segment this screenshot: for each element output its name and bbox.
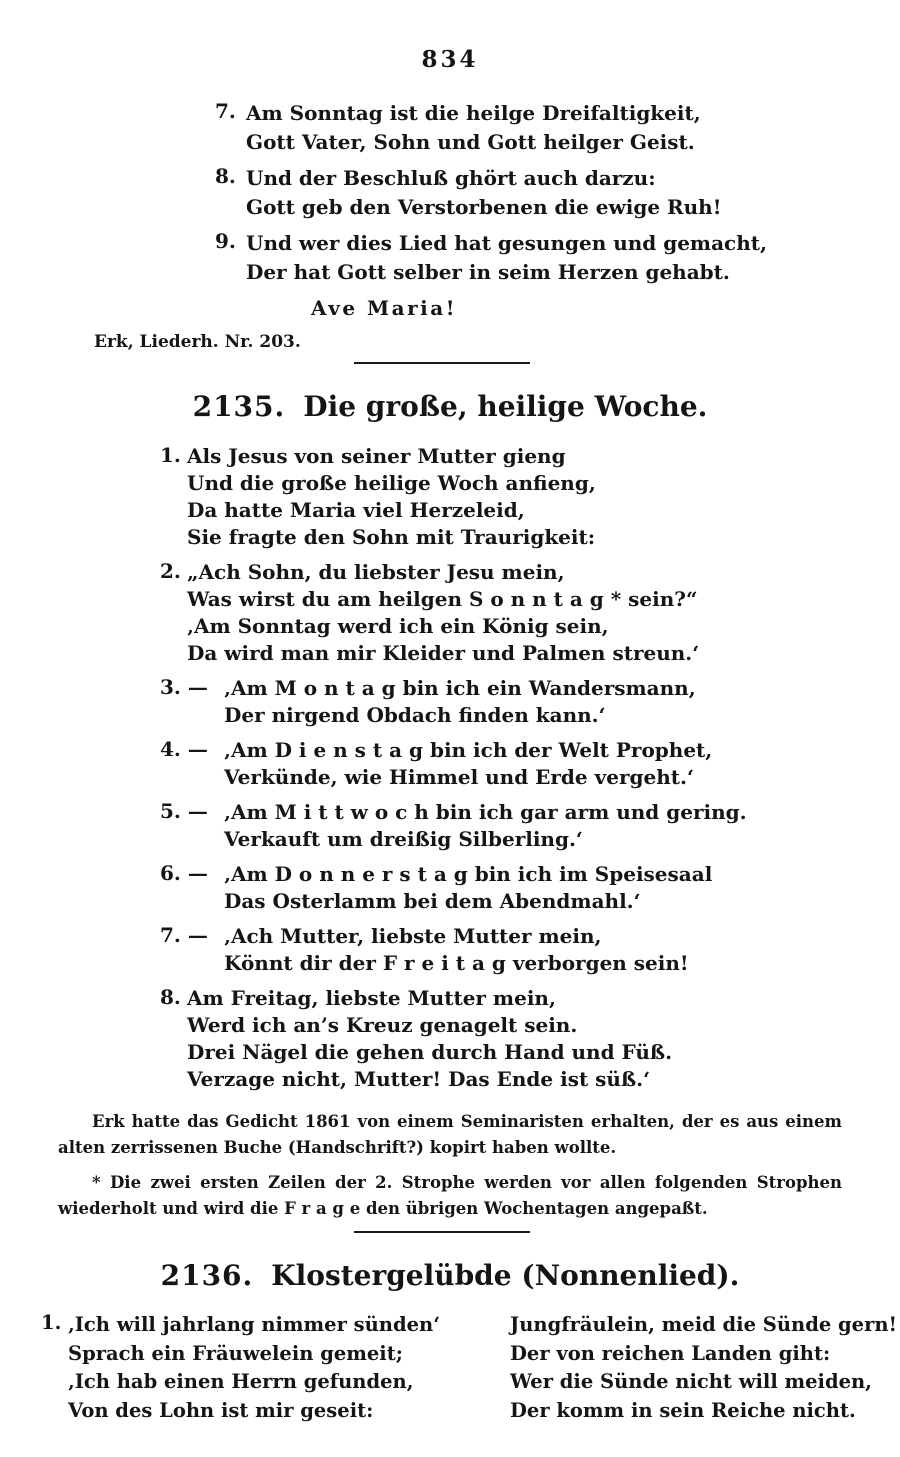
verse-line: „Ach Sohn, du liebster Jesu mein,: [187, 560, 565, 584]
page-number: 834: [421, 46, 479, 73]
song-2136-name: Klostergelübde (Nonnenlied).: [271, 1259, 740, 1292]
verse-line: ‚Ich will jahrlang nimmer sünden‘: [68, 1313, 440, 1336]
verse-line: Sie fragte den Sohn mit Traurigkeit:: [187, 525, 596, 549]
song-2134-ending: [215, 99, 900, 322]
song-2136-title: [0, 1259, 900, 1293]
verse-number: 4. —: [160, 737, 208, 761]
verse: [215, 229, 900, 287]
verse-line: ‚Am M o n t a g bin ich ein Wandersmann,: [224, 676, 696, 700]
verse: [160, 861, 900, 915]
verse-line: Da wird man mir Kleider und Palmen streun.‘: [187, 641, 700, 665]
verse-line: ‚Am D i e n s t a g bin ich der Welt Prophet,: [224, 738, 713, 762]
verse-line: Und die große heilige Woch anfieng,: [187, 471, 596, 495]
verse-line: Wer die Sünde nicht will meiden,: [510, 1370, 872, 1393]
verse-line: Von des Lohn ist mir geseit:: [68, 1398, 374, 1422]
verse-line: ‚Ach Mutter, liebste Mutter mein,: [224, 924, 602, 948]
verse-line: Das Osterlamm bei dem Abendmahl.‘: [224, 889, 641, 913]
verse-line: Drei Nägel die gehen durch Hand und Füß.: [187, 1040, 673, 1064]
verse-number: 7.: [215, 99, 236, 123]
verse-line: Der komm in sein Reiche nicht.: [510, 1398, 856, 1422]
verse-line: Sprach ein Fräuwelein gemeit;: [68, 1341, 403, 1365]
verse-line: Gott geb den Verstorbenen die ewige Ruh!: [246, 195, 722, 219]
verse-line: Werd ich an’s Kreuz genagelt sein.: [187, 1013, 578, 1037]
verse-line: Und der Beschluß ghört auch darzu:: [246, 166, 656, 190]
verse-line: Verkauft um dreißig Silberling.‘: [224, 827, 583, 851]
verse-line: ‚Am Sonntag werd ich ein König sein,: [187, 614, 609, 638]
verse-line: Gott Vater, Sohn und Gott heilger Geist.: [246, 130, 695, 154]
song-2135-title: [0, 390, 900, 424]
footnote-source-note: Erk hatte das Gedicht 1861 von einem Seminaristen erhalten, der es aus einem alten zerrissenen Buche (Handschrift?) kopirt haben wollte.: [58, 1112, 842, 1157]
verse-line: Am Freitag, liebste Mutter mein,: [187, 986, 556, 1010]
verse-line: Könnt dir der F r e i t a g verborgen sein!: [224, 951, 689, 975]
verse: [160, 799, 900, 853]
source-reference: Erk, Liederh. Nr. 203.: [94, 332, 301, 352]
verse-number: 6. —: [160, 861, 208, 885]
verse-line: Der von reichen Landen giht:: [510, 1341, 831, 1365]
song-2136-verse: [0, 1311, 900, 1425]
verse: [160, 559, 900, 667]
verse-line: ‚Ich hab einen Herrn gefunden,: [68, 1370, 414, 1393]
song-2135-name: Die große, heilige Woche.: [303, 390, 708, 423]
verse: [215, 164, 900, 222]
footnotes: [58, 1109, 842, 1222]
verse-number: 1.: [160, 443, 181, 467]
verse-line: ‚Am D o n n e r s t a g bin ich im Speisesaal: [224, 862, 713, 886]
verse-number: 3. —: [160, 675, 208, 699]
verse-number: 8.: [160, 985, 181, 1009]
verse-coda: Ave Maria!: [311, 296, 457, 320]
verse: [160, 985, 900, 1093]
verse: [160, 923, 900, 977]
verse-number: 8.: [215, 164, 236, 188]
verse-number: 1.: [41, 1311, 62, 1334]
verse: [215, 99, 900, 157]
verse-line: Als Jesus von seiner Mutter gieng: [187, 444, 566, 468]
verse-number: 2.: [160, 559, 181, 583]
footnote-asterisk-note: * Die zwei ersten Zeilen der 2. Strophe werden vor allen folgenden Strophen wiederholt und wird die F r a g e den übrigen Wochentagen angepaßt.: [58, 1173, 842, 1218]
verse-number: 9.: [215, 229, 236, 253]
verse-line: Jungfräulein, meid die Sünde gern!: [510, 1313, 898, 1336]
verse-line: Was wirst du am heilgen S o n n t a g * sein?“: [187, 587, 698, 611]
song-2136-number: 2136.: [160, 1259, 254, 1292]
verse-line: Verzage nicht, Mutter! Das Ende ist süß.‘: [187, 1067, 651, 1091]
section-divider-rule: [354, 1231, 530, 1233]
verse-line: Der hat Gott selber in seim Herzen gehabt.: [246, 260, 730, 284]
verse-line: Der nirgend Obdach finden kann.‘: [224, 703, 606, 727]
verse: [160, 737, 900, 791]
verse-line: Verkünde, wie Himmel und Erde vergeht.‘: [224, 765, 694, 789]
left-column: [41, 1311, 470, 1425]
verse: [160, 443, 900, 551]
verse-line: Da hatte Maria viel Herzeleid,: [187, 498, 525, 522]
verse-line: Und wer dies Lied hat gesungen und gemacht,: [246, 231, 767, 255]
verse-number: 7. —: [160, 923, 208, 947]
verse-line: Am Sonntag ist die heilge Dreifaltigkeit,: [246, 101, 701, 125]
verse: [160, 675, 900, 729]
verse-number: 5. —: [160, 799, 208, 823]
right-column: [510, 1311, 897, 1425]
song-2135-verses: [160, 443, 900, 1093]
song-2135-number: 2135.: [192, 390, 286, 423]
verse-line: ‚Am M i t t w o c h bin ich gar arm und gering.: [224, 800, 747, 824]
section-divider-rule: [354, 362, 530, 364]
